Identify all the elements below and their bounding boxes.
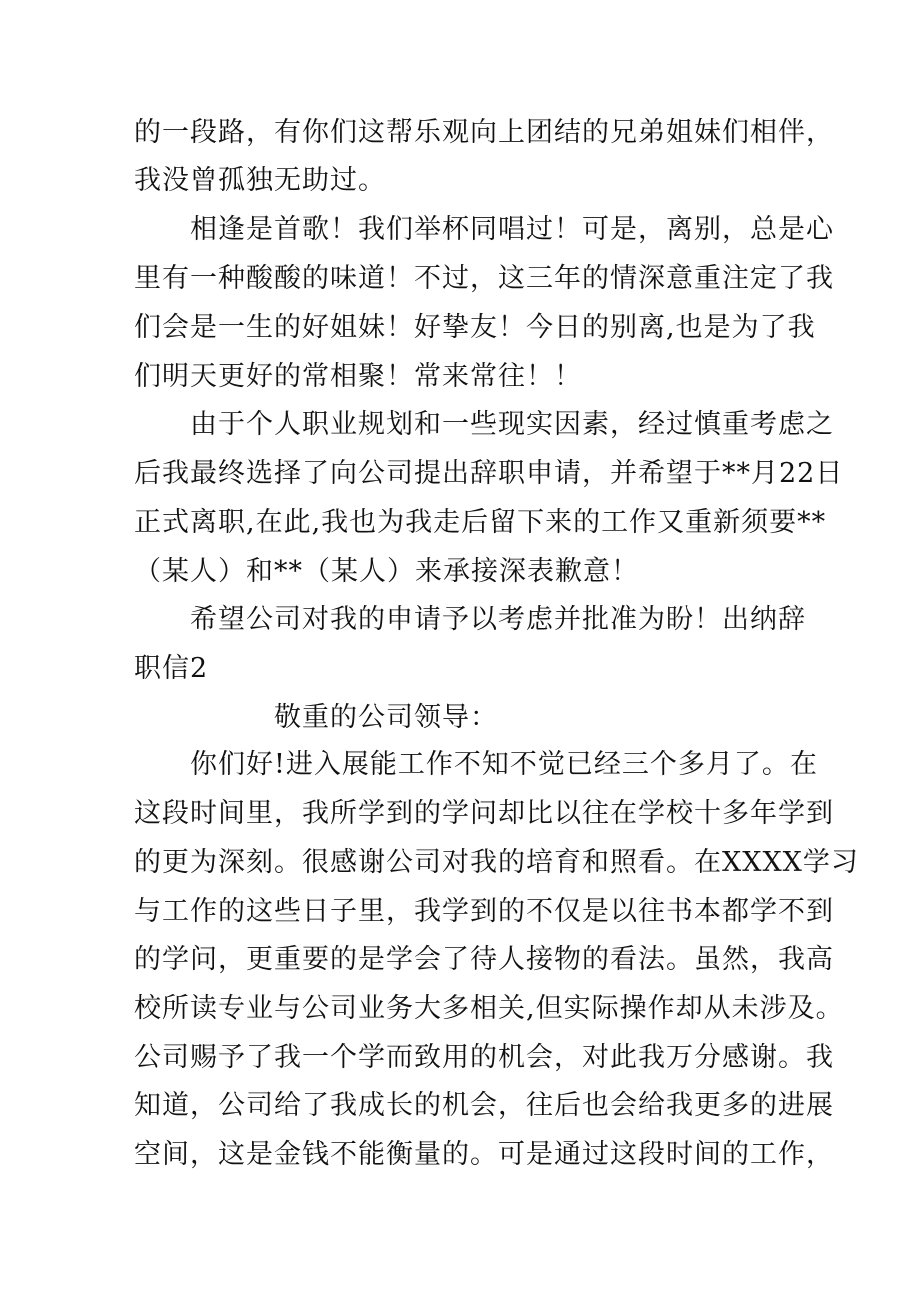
text-line: 这段时间里，我所学到的学问却比以往在学校十多年学到 <box>134 798 834 829</box>
text-line: 我没曾孤独无助过。 <box>134 165 386 196</box>
text-line: 里有一种酸酸的味道！不过，这三年的情深意重注定了我 <box>134 263 834 294</box>
text-line: 的学问，更重要的是学会了待人接物的看法。虽然，我高 <box>134 944 834 975</box>
text-line: 的更为深刻。很感谢公司对我的培育和照看。在XXXX学习 <box>134 847 859 878</box>
salutation: 敬重的公司领导： <box>274 702 498 733</box>
text-line: 校所读专业与公司业务大多相关,但实际操作却从未涉及。 <box>134 993 844 1024</box>
text-line: 们明天更好的常相聚！常来常往！！ <box>134 361 582 392</box>
section-heading: 职信2 <box>134 653 209 684</box>
text-line: 知道，公司给了我成长的机会，往后也会给我更多的进展 <box>134 1090 834 1121</box>
paragraph-start-line: 希望公司对我的申请予以考虑并批准为盼！出纳辞 <box>190 604 806 635</box>
text-line: 们会是一生的好姐妹！好挚友！今日的别离,也是为了我 <box>134 312 816 343</box>
paragraph-start-line: 由于个人职业规划和一些现实因素，经过慎重考虑之 <box>190 409 834 440</box>
paragraph-start-line: 相逢是首歌！我们举杯同唱过！可是，离别，总是心 <box>190 214 834 245</box>
text-line: 后我最终选择了向公司提出辞职申请，并希望于**月22日 <box>134 458 844 489</box>
text-line: 与工作的这些日子里，我学到的不仅是以往书本都学不到 <box>134 896 834 927</box>
text-line: 公司赐予了我一个学而致用的机会，对此我万分感谢。我 <box>134 1042 834 1073</box>
text-line: 的一段路，有你们这帮乐观向上团结的兄弟姐妹们相伴， <box>134 117 834 148</box>
text-line: 正式离职,在此,我也为我走后留下来的工作又重新须要** <box>134 507 827 538</box>
text-line: 空间，这是金钱不能衡量的。可是通过这段时间的工作， <box>134 1139 834 1170</box>
paragraph-start-line: 你们好!进入展能工作不知不觉已经三个多月了。在 <box>190 749 818 780</box>
text-line: （某人）和**（某人）来承接深表歉意！ <box>134 556 639 587</box>
